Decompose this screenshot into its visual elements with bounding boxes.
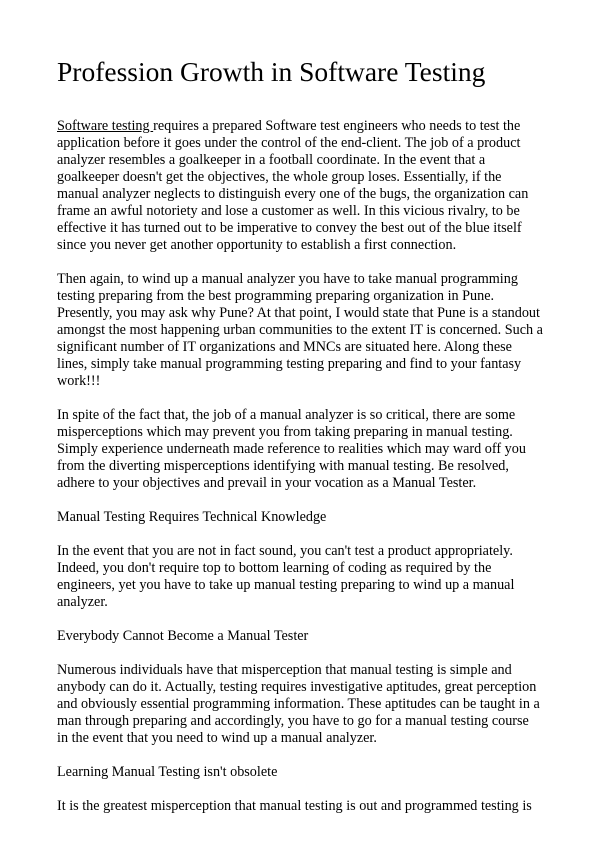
software-testing-link[interactable]: Software testing (57, 118, 154, 134)
paragraph-intro (57, 118, 543, 254)
section-heading-everybody-cannot: Everybody Cannot Become a Manual Tester (57, 628, 309, 644)
section-heading-technical-knowledge: Manual Testing Requires Technical Knowledge (57, 509, 327, 525)
paragraph-pune: Then again, to wind up a manual analyzer you have to take manual programming testing preparing from the best programming preparing organization in Pune. Presently, you may ask why Pune? At that point, I would state that Pune is a standout amongst the most happening urban communities to the extent IT is concerned. Such a significant number of IT organizations and MNCs are situated here. Along these lines, simply take manual programming testing preparing and find to your fantasy work!!! (57, 271, 543, 389)
paragraph-intro-text: requires a prepared Software test engineers who needs to test the application before it goes under the control of the end-client. The job of a product analyzer resembles a goalkeeper in a football coordinate. In the event that a goalkeeper doesn't get the objectives, the whole group loses. Essentially, if the manual analyzer neglects to distinguish every one of the bugs, the organization can frame an awful notoriety and lose a customer as well. In this vicious rivalry, to be effective it has turned out to be imperative to convey the best out of the blue itself since you never get another opportunity to establish a first connection. (57, 118, 529, 253)
paragraph-not-obsolete: It is the greatest misperception that manual testing is out and programmed testing is (57, 798, 532, 814)
paragraph-everybody-cannot: Numerous individuals have that misperception that manual testing is simple and anybody can do it. Actually, testing requires investigative aptitudes, great perception and obviously essential programming information. These aptitudes can be taught in a man through preparing and accordingly, you have to go for a manual testing course in the event that you need to wind up a manual analyzer. (57, 662, 540, 746)
paragraph-misperceptions: In spite of the fact that, the job of a manual analyzer is so critical, there are some misperceptions which may prevent you from taking preparing in manual testing. Simply experience underneath made reference to realities which may ward off you from the diverting misperceptions identifying with manual testing. Be resolved, adhere to your objectives and prevail in your vocation as a Manual Tester. (57, 407, 526, 491)
page-title: Profession Growth in Software Testing (57, 56, 486, 87)
section-heading-not-obsolete: Learning Manual Testing isn't obsolete (57, 764, 278, 780)
paragraph-technical-knowledge: In the event that you are not in fact sound, you can't test a product appropriately. Indeed, you don't require top to bottom learning of coding as required by the engineers, yet you have to take up manual testing preparing to wind up a manual analyzer. (57, 543, 515, 610)
article-body (57, 118, 543, 832)
